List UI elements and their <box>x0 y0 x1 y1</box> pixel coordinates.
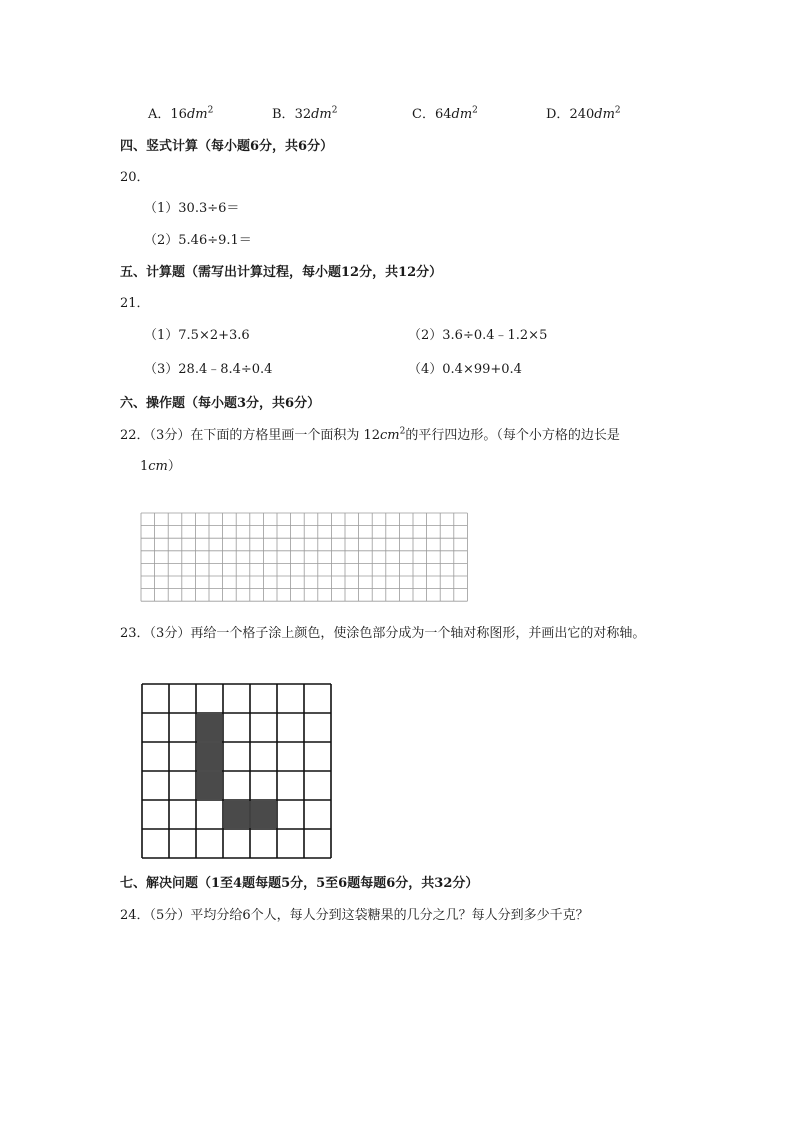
shaded-cell <box>197 772 222 799</box>
question-20-number: 20． <box>120 170 150 185</box>
question-21-number: 21． <box>120 296 150 311</box>
section-6-heading: 六、操作题（每小题3分，共6分） <box>120 396 321 411</box>
question-20-item-2: （2）5.46÷9.1＝ <box>144 233 252 248</box>
option-d: D．$240dm^2$ <box>546 105 621 122</box>
shaded-cell <box>197 714 222 741</box>
option-b: B．$32dm^2$ <box>272 105 338 122</box>
question-22-line-2: 1cm） <box>140 459 181 474</box>
question-21-item-4: （4）0.4×99+0.4 <box>408 362 522 377</box>
section-5-heading: 五、计算题（需写出计算过程，每小题12分，共12分） <box>120 265 443 280</box>
option-a: A．$16dm^2$ <box>148 105 214 122</box>
question-20-item-1: （1）30.3÷6＝ <box>144 201 240 216</box>
drawing-grid-q22[interactable] <box>140 512 470 608</box>
shaded-cell <box>251 801 276 828</box>
question-21-item-1: （1）7.5×2+3.6 <box>144 328 250 343</box>
section-4-heading: 四、竖式计算（每小题6分，共6分） <box>120 139 334 154</box>
shaded-cell <box>197 743 222 770</box>
section-7-heading: 七、解决问题（1至4题每题5分，5至6题每题6分，共32分） <box>120 876 479 891</box>
question-22-line-1: 22．（3分）在下面的方格里画一个面积为 $12cm^2$的平行四边形。（每个小方格的边长是 <box>120 426 620 443</box>
question-21-item-3: （3）28.4﹣8.4÷0.4 <box>144 362 273 377</box>
shaded-cell <box>224 801 249 828</box>
coloring-grid-q23[interactable] <box>140 682 332 860</box>
question-23-text: 23．（3分）再给一个格子涂上颜色，使涂色部分成为一个轴对称图形，并画出它的对称轴。 <box>120 626 646 641</box>
question-24-text: 24．（5分）平均分给6个人，每人分到这袋糖果的几分之几？每人分到多少千克？ <box>120 908 589 923</box>
question-21-item-2: （2）3.6÷0.4﹣1.2×5 <box>408 328 548 343</box>
option-c: C．$64dm^2$ <box>412 105 478 122</box>
